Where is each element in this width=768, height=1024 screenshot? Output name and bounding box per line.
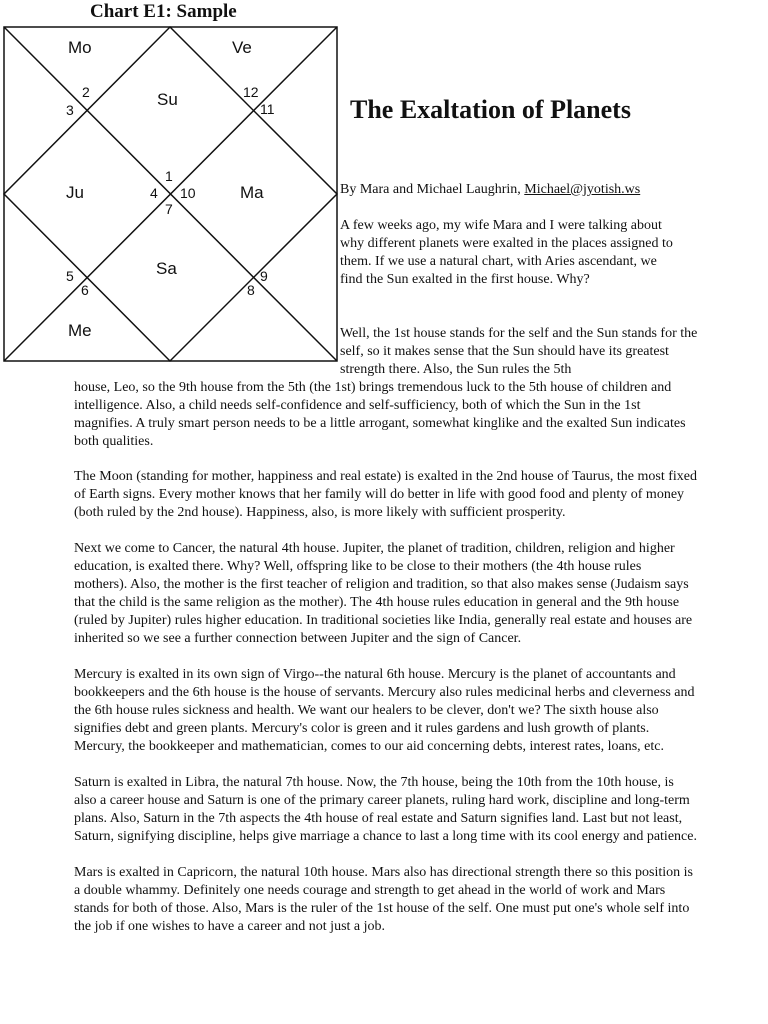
house-number-1: 1 xyxy=(165,168,173,184)
house-number-3: 3 xyxy=(66,102,74,118)
byline-authors: By Mara and Michael Laughrin, xyxy=(340,182,525,197)
paragraph-sun-start: Well, the 1st house stands for the self and the Sun stands for the self, so it makes sense that the Sun should have its greatest strength there. Also, the Sun rules the 5th xyxy=(340,326,698,377)
planet-su: Su xyxy=(157,90,178,109)
planet-ma: Ma xyxy=(240,183,264,202)
article-title: The Exaltation of Planets xyxy=(350,95,631,124)
house-number-2: 2 xyxy=(82,84,90,100)
planet-me: Me xyxy=(68,321,92,340)
north-indian-chart xyxy=(0,0,340,365)
paragraph-jupiter: Next we come to Cancer, the natural 4th house. Jupiter, the planet of tradition, children, religion and higher education, is exalted there. Why? Well, offspring like to be close to their mothers (the 4th house rules mothers). Also, the mother is the first teacher of religion and tradition, so that also makes sense (Judaism says that the child is the same religion as the mother). The 4th house rules education in general and the 9th house (ruled by Jupiter) rules higher education. In traditional societies like India, generally real estate and houses are inherited so we see a further connection between Jupiter and the sign of Cancer. xyxy=(74,541,693,646)
house-number-7: 7 xyxy=(165,201,173,217)
house-number-8: 8 xyxy=(247,282,255,298)
house-number-12: 12 xyxy=(243,84,259,100)
paragraph-saturn: Saturn is exalted in Libra, the natural 7th house. Now, the 7th house, being the 10th from the 10th house, is also a career house and Saturn is one of the primary career planets, ruling hard work, discipline and long-term plans. Also, Saturn in the 7th aspects the 4th house of real estate and Saturn signifies land. Last but not least, Saturn, signifying discipline, helps give marriage a chance to last a long time with its cool energy and patience. xyxy=(74,775,697,844)
planet-ju: Ju xyxy=(66,183,84,202)
house-number-4: 4 xyxy=(150,185,158,201)
paragraph-mercury: Mercury is exalted in its own sign of Virgo--the natural 6th house. Mercury is the planet of accountants and bookkeepers and the 6th house is the house of servants. Mercury also rules medicinal herbs and cleverness and the 6th house rules sickness and health. We want our healers to be clever, don't we? The sixth house also signifies debt and green plants. Mercury's color is green and it rules gardens and lush growth of plants. Mercury, the bookkeeper and mathematician, comes to our aid concerning debts, interest rates, loans, etc. xyxy=(74,667,695,754)
paragraph-mars: Mars is exalted in Capricorn, the natural 10th house. Mars also has directional strength there so this position is a double whammy. Definitely one needs courage and strength to get ahead in the world of work and Mars stands for both of those. Also, Mars is the ruler of the 1st house of the self. One must put one's whole self into the job if one wishes to have a career and not just a job. xyxy=(74,865,693,934)
planet-mo: Mo xyxy=(68,38,92,57)
paragraph-sun-continued: house, Leo, so the 9th house from the 5th (the 1st) brings tremendous luck to the 5th house of children and intelligence. Also, a child needs self-confidence and self-sufficiency, both of which the Sun in the 1st magnifies. A truly smart person needs to be a little arrogant, somewhat kinglike and the exalted Sun indicates both qualities. xyxy=(74,380,686,449)
planet-sa: Sa xyxy=(156,259,177,278)
paragraph-intro: A few weeks ago, my wife Mara and I were talking about why different planets were exalted in the places assigned to them. If we use a natural chart, with Aries ascendant, we find the Sun exalted in the first house. Why? xyxy=(340,218,673,287)
house-number-9: 9 xyxy=(260,268,268,284)
byline xyxy=(340,181,640,199)
house-number-5: 5 xyxy=(66,268,74,284)
author-email-link[interactable]: Michael@jyotish.ws xyxy=(524,182,641,197)
article-body xyxy=(74,468,698,954)
chart-caption: Chart E1: Sample xyxy=(90,1,237,22)
house-number-11: 11 xyxy=(260,101,275,117)
planet-ve: Ve xyxy=(232,38,252,57)
house-number-6: 6 xyxy=(81,282,89,298)
house-number-10: 10 xyxy=(180,185,196,201)
paragraph-moon: The Moon (standing for mother, happiness and real estate) is exalted in the 2nd house of Taurus, the most fixed of Earth signs. Every mother knows that her family will do better in life with good food and plenty of money (both ruled by the 2nd house). Happiness, also, is more likely with sufficient prosperity. xyxy=(74,469,697,520)
